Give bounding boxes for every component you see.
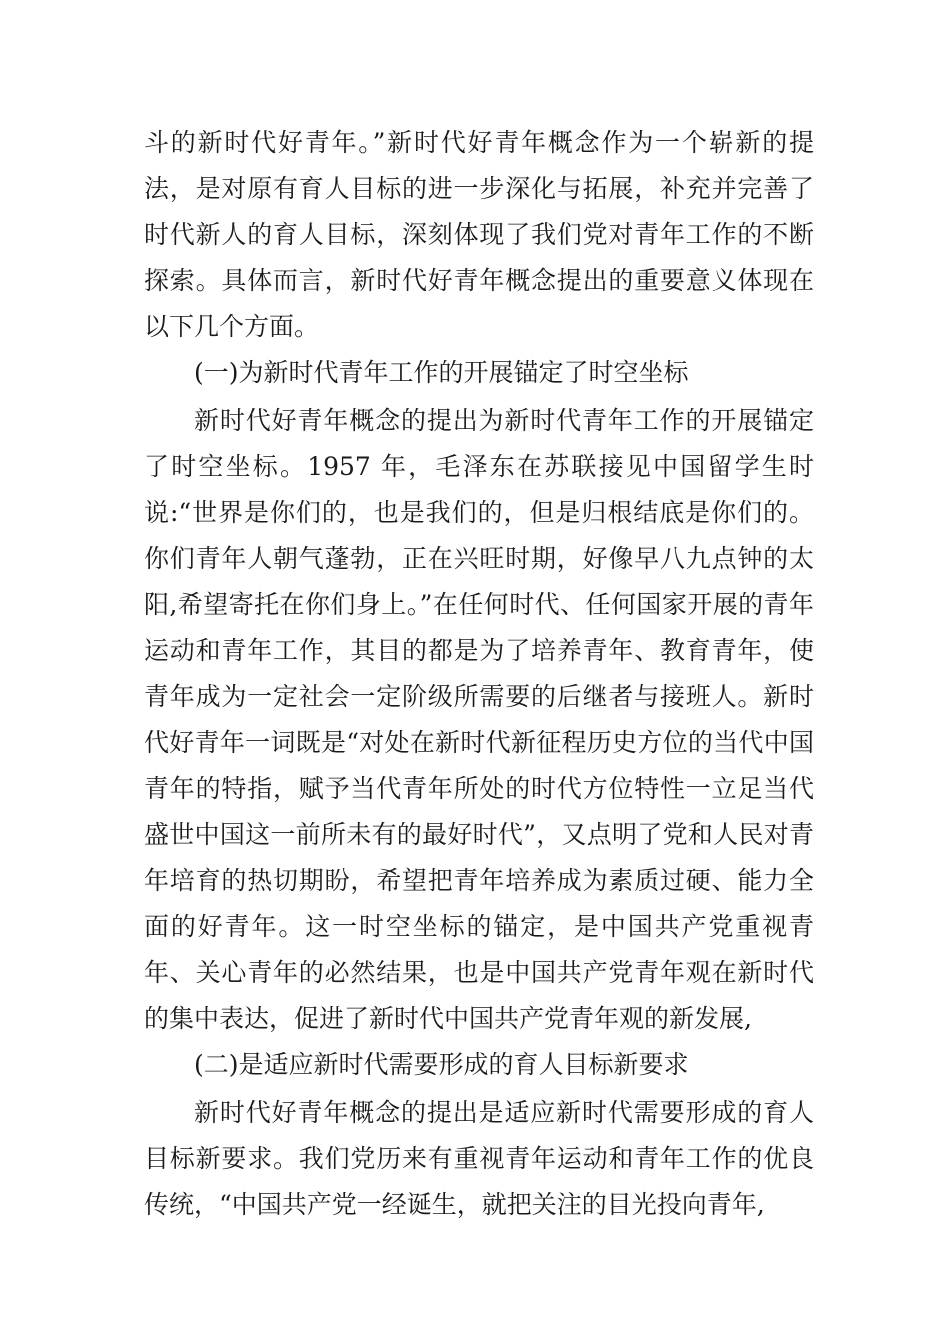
section-heading-2: (二)是适应新时代需要形成的育人目标新要求	[194, 1050, 689, 1079]
section-heading-1: (一)为新时代青年工作的开展锚定了时空坐标	[194, 358, 689, 387]
document-body	[144, 120, 814, 1228]
paragraph-intro: 斗的新时代好青年。”新时代好青年概念作为一个崭新的提 法，是对原有育人目标的进一步深化与拓展，补充并完善了时代新人的育人目标，深刻体现了我们党对青年工作的不断探索。具体而言，新时代好青年概念提出的重要意义体现在以下几个方面。	[144, 128, 814, 341]
paragraph-section-2: 新时代好青年概念的提出是适应新时代需要形成的育人目标新要求。我们党历来有重视青年运动和青年工作的优良传统，“中国共产党一经诞生，就把关注的目光投向青年,	[144, 1098, 814, 1219]
paragraph-section-1: 新时代好青年概念的提出为新时代青年工作的开展锚定了时空坐标。1957 年，毛泽东在苏联接见中国留学生时说:“世界是你们的，也是我们的，但是归根结底是你们的。你们青年人朝气蓬勃，正在兴旺时期，好像早八九点钟的太阳,希望寄托在你们身上。”在任何时代、任何国家开展的青年运动和青年工作，其目的都是为了培养青年、教育青年，使青年成为一定社会一定阶级所需要的后继者与接班人。新时代好青年一词既是“对处在新时代新征程历史方位的当代中国青年的特指，赋予当代青年所处的时代方位特性一立足当代盛世中国这一前所未有的最好时代”，又点明了党和人民对青年培育的热切期盼，希望把青年培养成为素质过硬、能力全面的好青年。这一时空坐标的锚定，是中国共产党重视青年、关心青年的必然结果，也是中国共产党青年观在新时代的集中表达，促进了新时代中国共产党青年观的新发展,	[144, 406, 814, 1033]
